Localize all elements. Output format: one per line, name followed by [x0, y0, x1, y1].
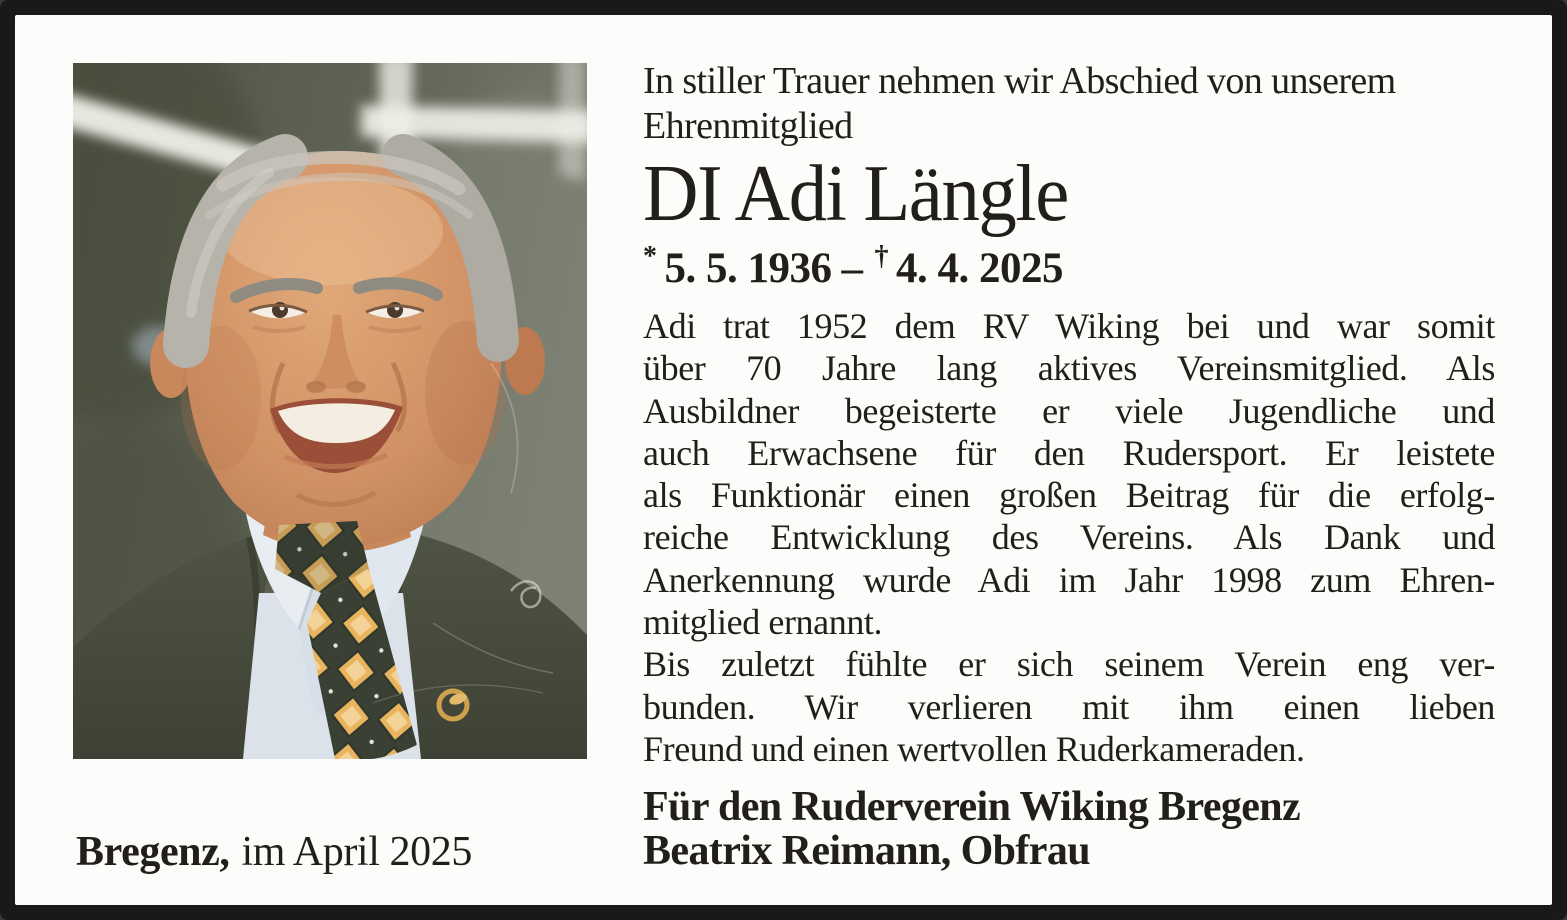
obituary-line: reiche Entwicklung des Vereins. Als Dank und [643, 517, 1495, 558]
dates-separator: – [841, 245, 863, 292]
life-dates [643, 241, 1063, 293]
portrait-photo [73, 63, 587, 759]
obituary-line: Freund und einen wertvollen Ruderkameraden. [643, 728, 1305, 769]
birth-date: 5. 5. 1936 [664, 245, 832, 292]
signoff-person: Beatrix Reimann, Obfrau [643, 828, 1091, 874]
death-dagger-icon: † [874, 241, 888, 272]
date: im April 2025 [241, 829, 472, 875]
place-date-line [76, 828, 472, 876]
deceased-name: DI Adi Längle [643, 150, 1068, 238]
obituary-line: mitglied ernannt. [643, 602, 883, 643]
intro-line: In stiller Trauer nehmen wir Abschied von unserem [643, 60, 1396, 102]
death-date: 4. 4. 2025 [896, 245, 1063, 292]
obituary-line: bunden. Wir verlieren mit ihm einen lieben [643, 686, 1495, 727]
portrait-photo-drawing [73, 63, 587, 759]
obituary-line: Anerkennung wurde Adi im Jahr 1998 zum Ehren- [643, 559, 1495, 600]
obituary-line: als Funktionär einen großen Beitrag für die erfolg- [643, 475, 1495, 516]
birth-star-icon: * [643, 241, 657, 272]
signoff [643, 785, 1300, 873]
signoff-organization: Für den Ruderverein Wiking Bregenz [643, 784, 1301, 830]
obituary-line: Adi trat 1952 dem RV Wiking bei und war somit [643, 306, 1495, 346]
obituary-body [643, 305, 1495, 770]
obituary-line: über 70 Jahre lang aktives Vereinsmitglied. Als [643, 348, 1495, 389]
obituary-line: auch Erwachsene für den Rudersport. Er leistete [643, 432, 1495, 473]
intro-text [643, 59, 1495, 149]
obituary-card [15, 15, 1552, 905]
obituary-line: Ausbildner begeisterte er viele Jugendliche und [643, 390, 1495, 431]
obituary-line: Bis zuletzt fühlte er sich seinem Verein eng ver- [643, 644, 1495, 685]
intro-line: Ehrenmitglied [643, 105, 853, 147]
place: Bregenz, [76, 829, 230, 875]
